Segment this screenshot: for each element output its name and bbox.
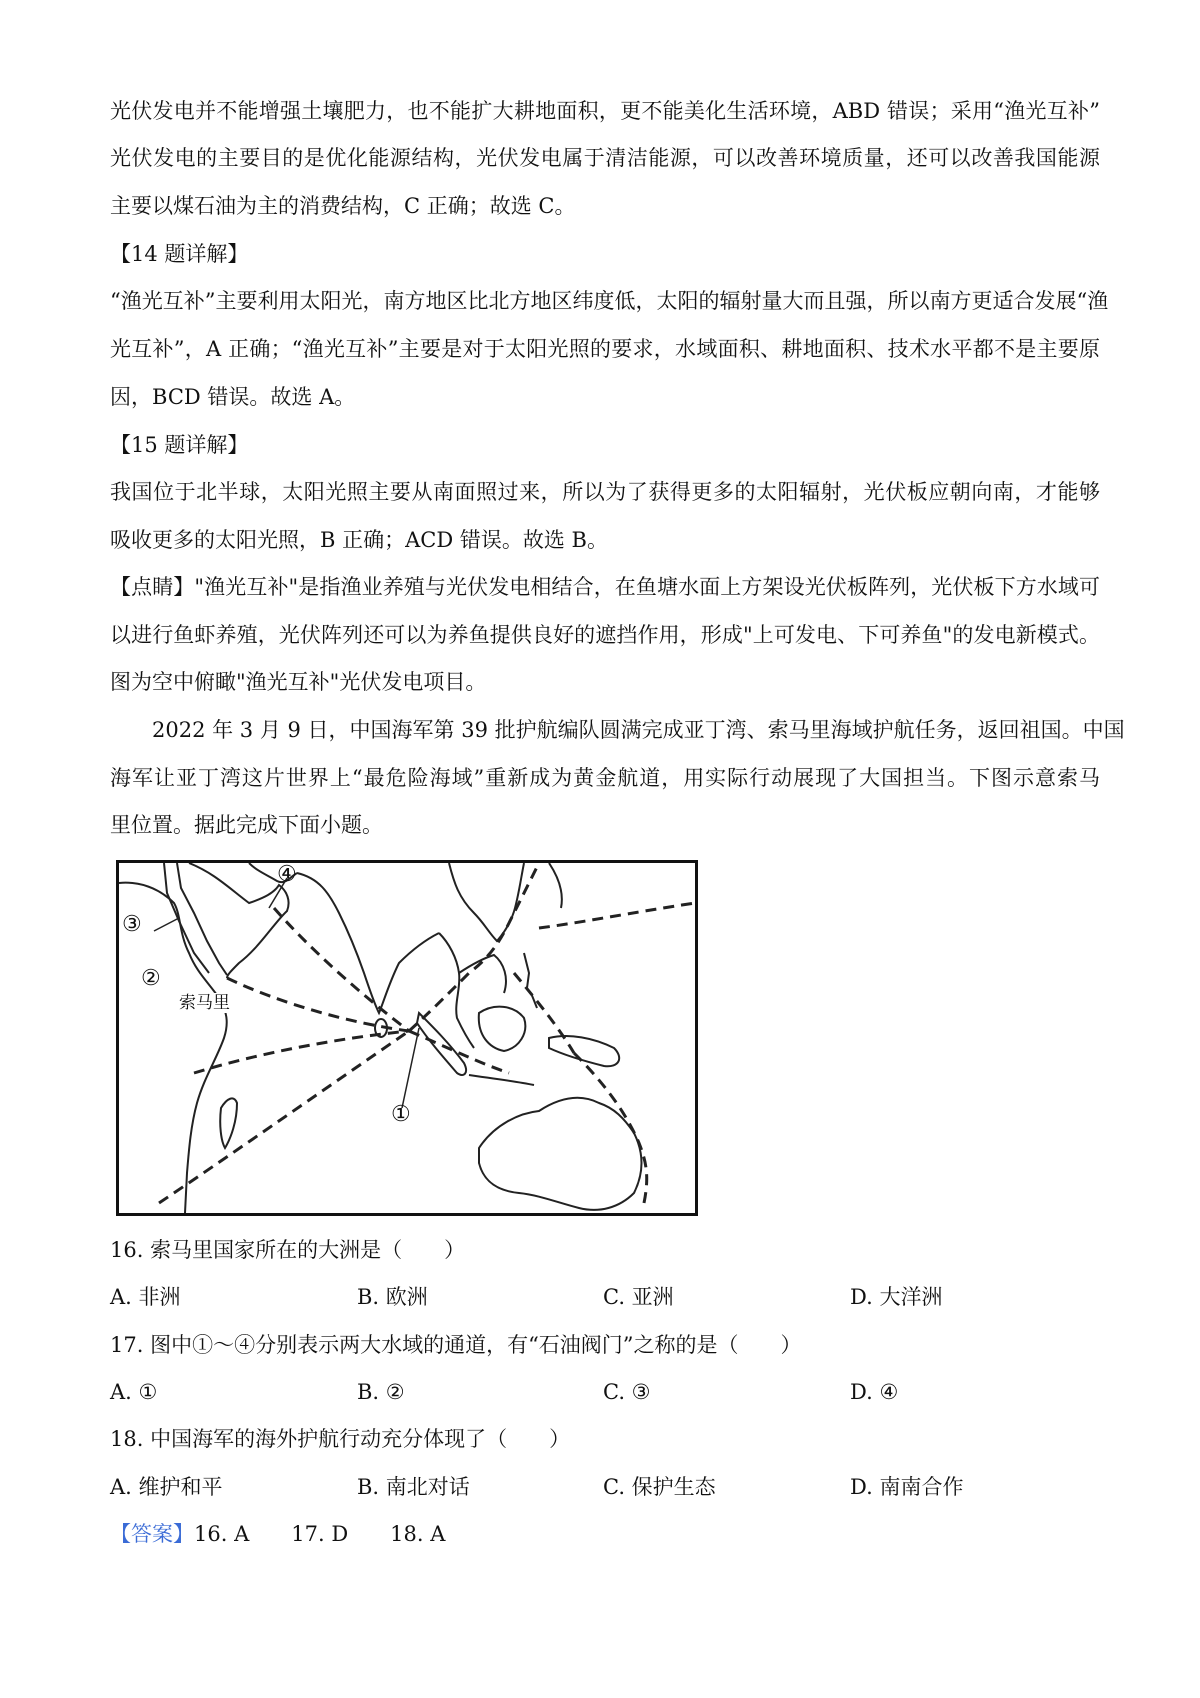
answer-row [110,1519,445,1549]
q16-option-d[interactable]: D. 大洋洲 [850,1285,943,1309]
q15-line-2: 吸收更多的太阳光照，B 正确；ACD 错误。故选 B。 [110,528,608,552]
pointer-line-1: 【点睛】"渔光互补"是指渔业养殖与光伏发电相结合，在鱼塘水面上方架设光伏板阵列，光伏板下方水域可 [110,575,1100,599]
answer-17: 17. D [291,1522,349,1546]
india-outline [297,873,439,1013]
route-persian-gulf [274,908,409,1031]
q16-option-b[interactable]: B. 欧洲 [357,1285,428,1309]
philippines [524,953,537,1008]
pointer-line-2: 以进行鱼虾养殖，光伏阵列还可以为养鱼提供良好的遮挡作用，形成"上可发电、下可养鱼"的发电新模式。 [110,623,1100,647]
q14-line-3: 因，BCD 错误。故选 A。 [110,385,356,409]
answer-label: 【答案】 [110,1522,194,1546]
somalia-label: 索马里 [179,993,230,1013]
q15-line-1: 我国位于北半球，太阳光照主要从南面照过来，所以为了获得更多的太阳辐射，光伏板应朝向南，才能够 [110,480,1100,504]
explanation-13-line-2: 光伏发电的主要目的是优化能源结构，光伏发电属于清洁能源，可以改善环境质量，还可以改善我国能源 [110,146,1100,170]
q16-stem: 16. 索马里国家所在的大洲是（ ） [110,1238,466,1262]
q17-option-d[interactable]: D. ④ [850,1380,899,1404]
marker-1: ① [391,1102,411,1127]
route-indonesia [514,973,574,1053]
somalia-location-map [116,860,698,1216]
route-africa-east [194,1031,409,1073]
q17-option-c[interactable]: C. ③ [603,1380,651,1404]
q16-option-c[interactable]: C. 亚洲 [603,1285,674,1309]
borneo [479,1007,526,1051]
answer-18: 18. A [390,1522,446,1546]
q18-option-d[interactable]: D. 南南合作 [850,1475,964,1499]
intro-line-1: 2022 年 3 月 9 日，中国海军第 39 批护航编队圆满完成亚丁湾、索马里海域护航任务，返回祖国。中国 [152,718,1125,742]
madagascar [220,1098,237,1148]
marker-3: ③ [122,912,142,937]
route-sunda [409,1031,509,1073]
explanation-13-line-1: 光伏发电并不能增强土壤肥力，也不能扩大耕地面积，更不能美化生活环境，ABD 错误；采用“渔光互补” [110,99,1100,123]
indochina-outline [439,933,506,1048]
marker-2: ② [141,966,161,991]
answer-16: 16. A [194,1522,250,1546]
leader-3 [154,918,179,931]
q14-heading: 【14 题详解】 [110,242,249,266]
q15-heading: 【15 题详解】 [110,433,249,457]
japan [549,863,562,908]
route-australia-east [574,1053,647,1203]
q18-option-c[interactable]: C. 保护生态 [603,1475,716,1499]
intro-line-3: 里位置。据此完成下面小题。 [110,813,383,837]
q17-option-b[interactable]: B. ② [357,1380,405,1404]
q14-line-2: 光互补”，A 正确；“渔光互补”主要是对于太阳光照的要求，水域面积、耕地面积、技术水平都不是主要原 [110,337,1100,361]
china-coast [449,863,524,941]
red-sea-west-coast [164,863,209,973]
arabia-outline [189,863,289,978]
leader-1 [402,1028,419,1108]
explanation-13-line-3: 主要以煤石油为主的消费结构，C 正确；故选 C。 [110,194,576,218]
route-pacific [539,903,695,928]
intro-line-2: 海军让亚丁湾这片世界上“最危险海域”重新成为黄金航道，用实际行动展现了大国担当。下图示意索马 [110,766,1100,790]
map-drawing [119,863,695,1213]
q17-option-a[interactable]: A. ① [110,1380,158,1404]
q18-stem: 18. 中国海军的海外护航行动充分体现了（ ） [110,1427,571,1451]
route-cape [159,1031,409,1203]
new-guinea [549,1036,619,1066]
q14-line-1: “渔光互补”主要利用太阳光，南方地区比北方地区纬度低，太阳的辐射量大而且强，所以南方更适合发展“渔 [110,289,1109,313]
q18-option-b[interactable]: B. 南北对话 [357,1475,470,1499]
australia [479,1098,642,1210]
pointer-line-3: 图为空中俯瞰"渔光互补"光伏发电项目。 [110,670,487,694]
q17-stem: 17. 图中①～④分别表示两大水域的通道，有“石油阀门”之称的是（ ） [110,1333,802,1357]
q16-option-a[interactable]: A. 非洲 [110,1285,181,1309]
q18-option-a[interactable]: A. 维护和平 [110,1475,223,1499]
marker-4: ④ [277,862,297,887]
java [469,1075,534,1085]
